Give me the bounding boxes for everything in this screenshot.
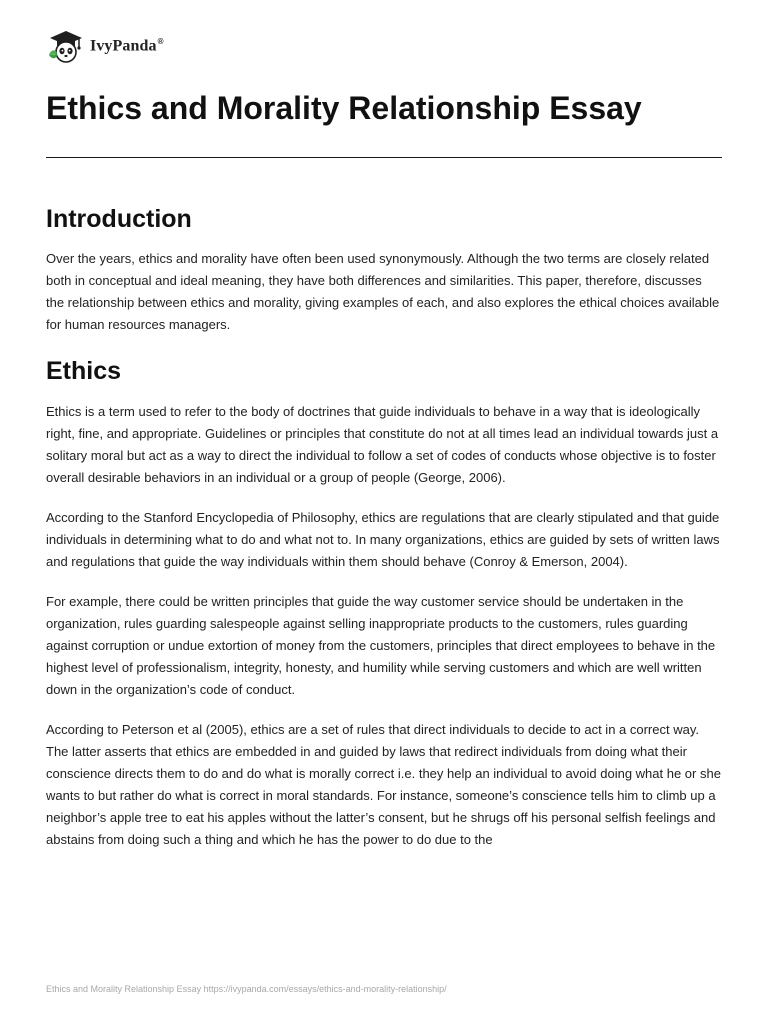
title-divider bbox=[46, 157, 722, 158]
registered-mark: ® bbox=[157, 36, 164, 46]
section-heading-introduction: Introduction bbox=[46, 205, 192, 233]
paragraph: Ethics is a term used to refer to the body of doctrines that guide individuals to behave in a way that is ideologically right, fine, and appropriate. Guidelines or principles that constitute do not at all times lead an individual towards just a solitary moral but act as a way to direct the individual to follow a set of codes of conducts whose objective is to foster overall desirable behaviors in an individual or a group of people (George, 2006). bbox=[46, 404, 719, 485]
essay-page bbox=[46, 0, 722, 1024]
section-heading-ethics: Ethics bbox=[46, 357, 122, 385]
essay-content bbox=[46, 201, 722, 869]
page-title: Ethics and Morality Relationship Essay bbox=[46, 90, 642, 126]
paragraph: Over the years, ethics and morality have often been used synonymously. Although the two terms are closely related both in conceptual and ideal meaning, they have both differences and similarities. This paper, therefore, discusses the relationship between ethics and morality, giving examples of each, and also explores the ethical choices available for human resources managers. bbox=[46, 251, 720, 332]
ivypanda-logo[interactable] bbox=[46, 27, 164, 63]
paragraph: According to the Stanford Encyclopedia of Philosophy, ethics are regulations that are clearly stipulated and that guide individuals in determining what to do and what not to. In many organizations, ethics are guided by sets of written laws and regulations that guide the way individuals within them should behave (Conroy & Emerson, 2004). bbox=[46, 510, 720, 569]
panda-graduate-icon bbox=[46, 27, 86, 63]
paragraph: According to Peterson et al (2005), ethics are a set of rules that direct individuals to decide to act in a correct way. The latter asserts that ethics are embedded in and guided by laws that redirect individuals from doing what their conscience directs them to do and do what is morally correct i.e. they help an individual to avoid doing what he or she wants to but rather do what is correct in moral standards. For instance, someone’s conscience tells him to climb up a neighbor’s apple tree to eat his apples without the latter’s consent, but he shrugs off his personal selfish feelings and abstains from doing such a thing and which he has the power to do due to the bbox=[46, 722, 721, 847]
paragraph: For example, there could be written principles that guide the way customer service should be undertaken in the organization, rules guarding salespeople against selling inappropriate products to the customers, rules guarding against corruption or undue extortion of money from the customers, principles that direct employees to behave in the highest level of professionalism, integrity, honesty, and humility while serving customers and which are well written down in the organization’s code of conduct. bbox=[46, 594, 716, 697]
page-footer: Ethics and Morality Relationship Essay https://ivypanda.com/essays/ethics-and-morality-relationship/ bbox=[46, 984, 447, 994]
brand-name: IvyPanda® bbox=[90, 36, 164, 55]
